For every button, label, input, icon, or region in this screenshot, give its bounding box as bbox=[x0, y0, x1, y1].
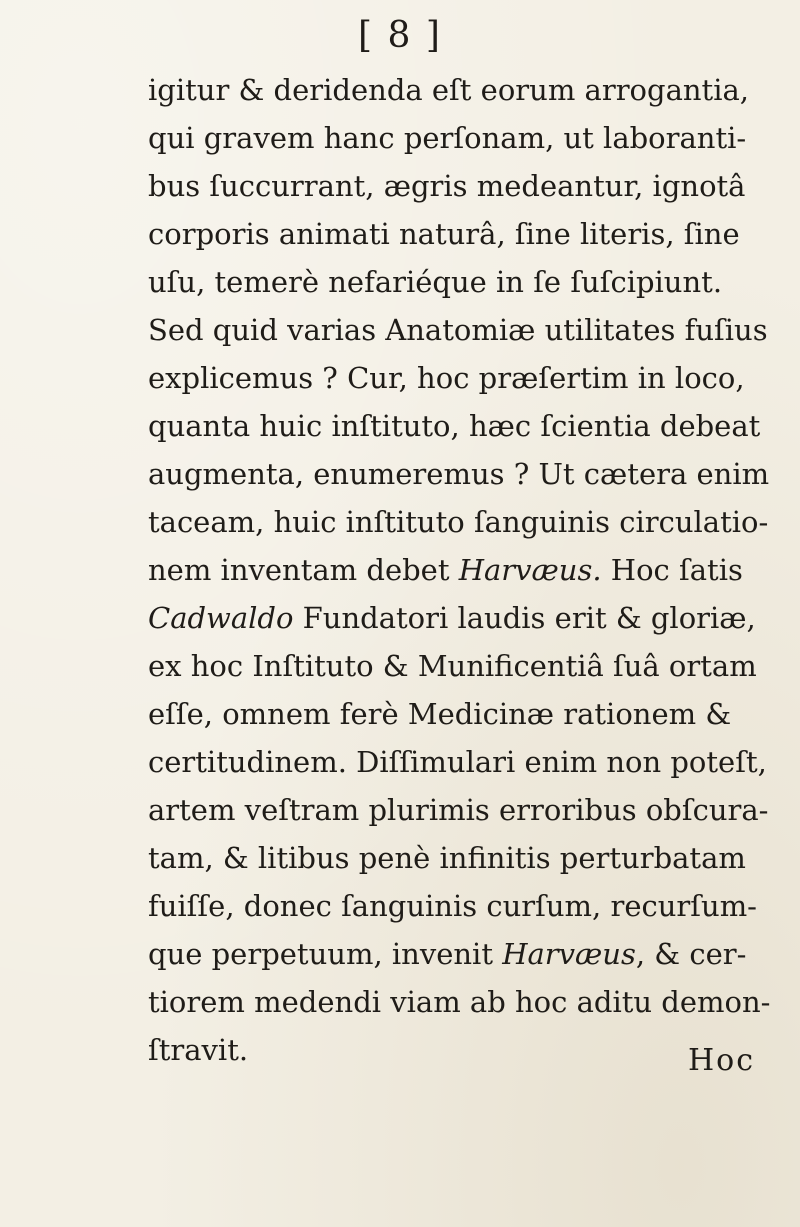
text-span: ex hoc Inſtituto & Munificentiâ ſuâ ortam bbox=[148, 649, 757, 683]
text-line bbox=[148, 258, 770, 306]
text-line bbox=[148, 978, 770, 1026]
text-line bbox=[148, 210, 770, 258]
italic-name: Harvæus bbox=[502, 937, 636, 971]
catchword: Hoc bbox=[688, 1043, 756, 1078]
text-span: quanta huic inſtituto, hæc ſcientia debeat bbox=[148, 409, 761, 443]
text-line bbox=[148, 450, 770, 498]
text-span: bus ſuccurrant, ægris medeantur, ignotâ bbox=[148, 169, 746, 203]
page-number: [ 8 ] bbox=[358, 15, 442, 56]
text-line bbox=[148, 882, 770, 930]
text-line bbox=[148, 594, 770, 642]
text-span: nem inventam debet bbox=[148, 553, 459, 587]
text-span: artem veſtram plurimis erroribus obſcura- bbox=[148, 793, 769, 827]
text-span: eſſe, omnem ferè Medicinæ rationem & bbox=[148, 697, 732, 731]
text-line bbox=[148, 498, 770, 546]
italic-name: Harvæus. bbox=[458, 553, 602, 587]
text-line bbox=[148, 834, 770, 882]
text-span: que perpetuum, invenit bbox=[148, 937, 503, 971]
text-span: Hoc ſatis bbox=[601, 553, 743, 587]
text-span: explicemus ? Cur, hoc præſertim in loco, bbox=[148, 361, 745, 395]
text-span: uſu, temerè nefariéque in ſe ſuſcipiunt. bbox=[148, 265, 723, 299]
text-line bbox=[148, 354, 770, 402]
text-span: tam, & litibus penè infinitis perturbatam bbox=[148, 841, 746, 875]
text-line bbox=[148, 642, 770, 690]
text-line bbox=[148, 930, 770, 978]
text-span: Fundatori laudis erit & gloriæ, bbox=[293, 601, 756, 635]
text-span: , & cer- bbox=[635, 937, 747, 971]
text-line bbox=[148, 114, 770, 162]
text-span: ſtravit. bbox=[148, 1033, 249, 1067]
text-line bbox=[148, 690, 770, 738]
text-line bbox=[148, 402, 770, 450]
text-line bbox=[148, 786, 770, 834]
text-span: corporis animati naturâ, ſine literis, ſine bbox=[148, 217, 740, 251]
text-span: taceam, huic inſtituto ſanguinis circulatio- bbox=[148, 505, 769, 539]
text-span: tiorem medendi viam ab hoc aditu demon- bbox=[148, 985, 770, 1019]
text-span: certitudinem. Diſſimulari enim non poteſt, bbox=[148, 745, 767, 779]
text-span: augmenta, enumeremus ? Ut cætera enim bbox=[148, 457, 770, 491]
text-line bbox=[148, 546, 770, 594]
text-line bbox=[148, 306, 770, 354]
text-span: fuiſſe, donec ſanguinis curſum, recurſum- bbox=[148, 889, 757, 923]
body-text bbox=[148, 66, 770, 1078]
text-line bbox=[148, 162, 770, 210]
text-line bbox=[148, 738, 770, 786]
text-line bbox=[148, 66, 770, 114]
text-span: Sed quid varias Anatomiæ utilitates fuſius bbox=[148, 313, 768, 347]
text-line bbox=[148, 1026, 770, 1078]
text-span: qui gravem hanc perſonam, ut laboranti- bbox=[148, 121, 747, 155]
italic-name: Cadwaldo bbox=[148, 601, 294, 635]
text-span: igitur & deridenda eſt eorum arrogantia, bbox=[148, 73, 749, 107]
